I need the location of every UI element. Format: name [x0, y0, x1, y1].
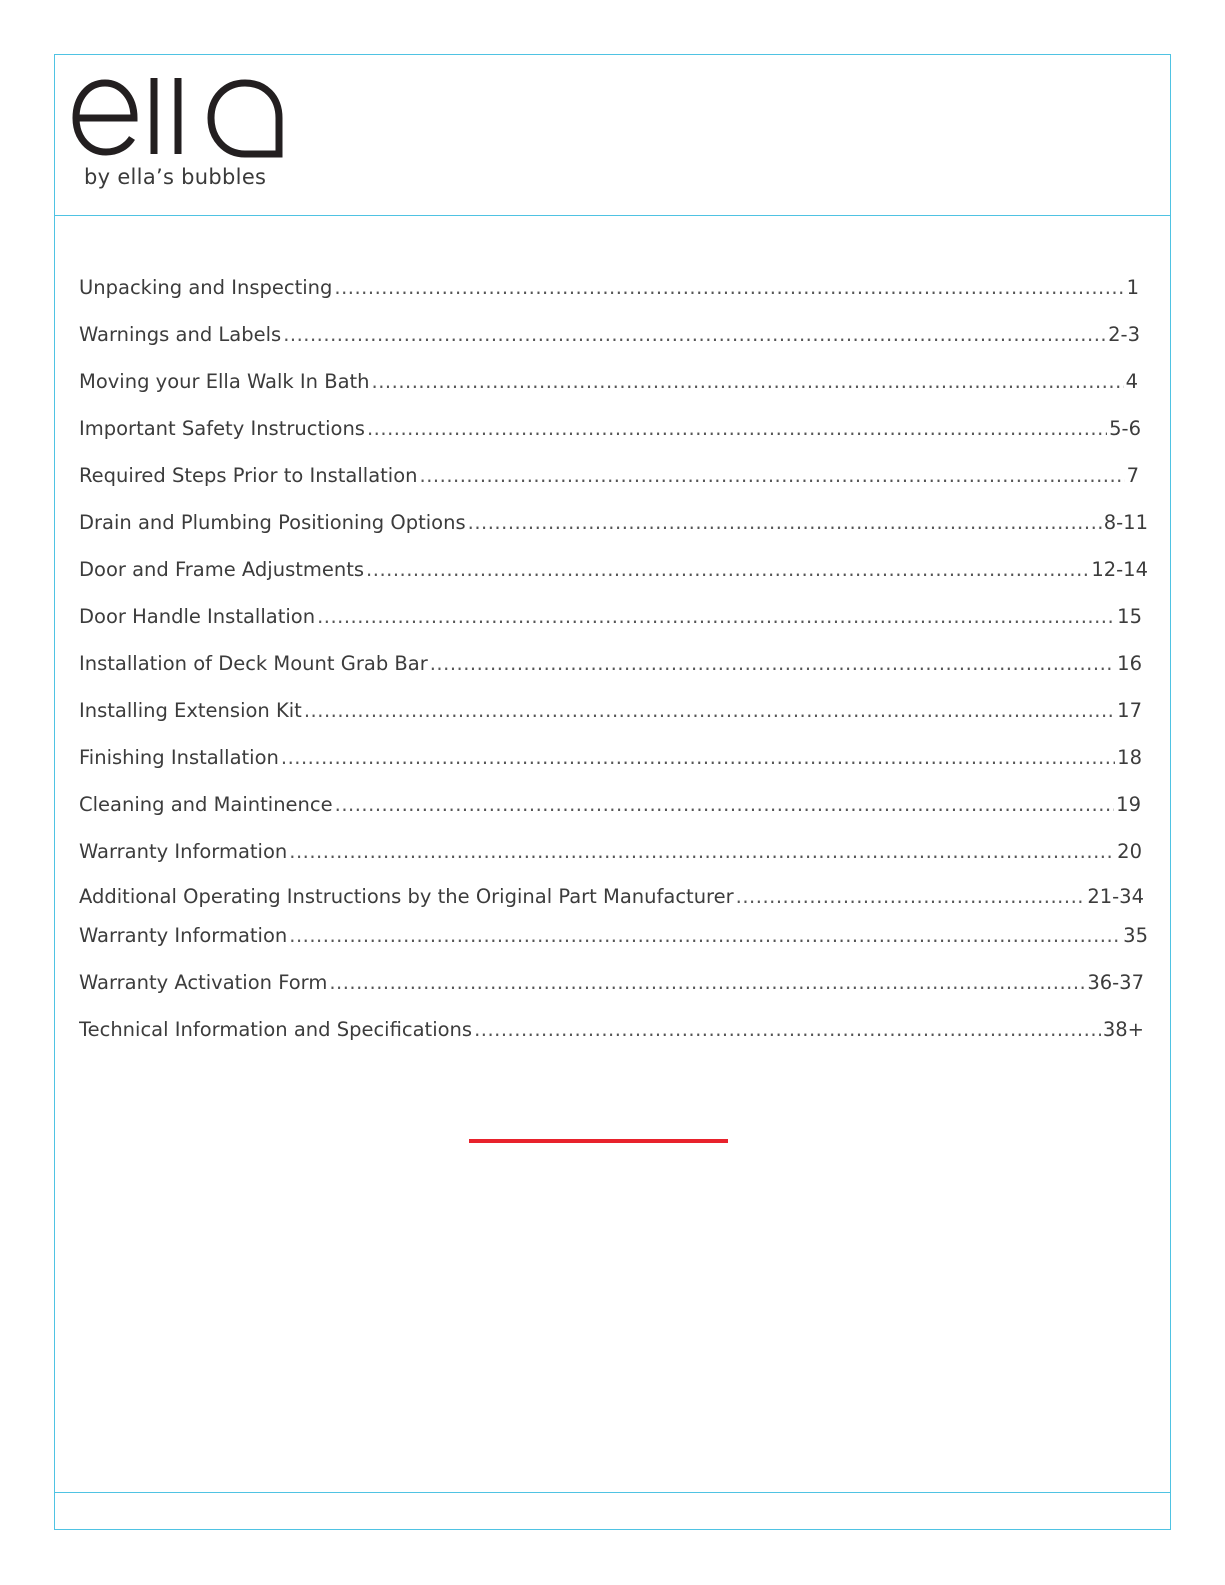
toc-entry-page: 18	[1117, 746, 1142, 769]
toc-dot-leader	[329, 971, 1085, 994]
toc-entry	[79, 840, 1142, 863]
toc-entry-page: 35	[1123, 924, 1148, 947]
toc-entry-title: Drain and Plumbing Positioning Options	[79, 511, 466, 534]
toc-entry-page: 17	[1117, 699, 1142, 722]
toc-entry-page: 16	[1117, 652, 1142, 675]
toc-entry	[79, 370, 1138, 393]
toc-entry-page: 2-3	[1108, 323, 1140, 346]
toc-entry	[79, 885, 1144, 908]
toc-dot-leader	[289, 924, 1121, 947]
toc-dot-leader	[334, 276, 1124, 299]
toc-entry-title: Cleaning and Maintinence	[79, 793, 333, 816]
toc-entry-page: 8-11	[1103, 511, 1148, 534]
toc-entry-title: Warnings and Labels	[79, 323, 282, 346]
toc-dot-leader	[317, 605, 1115, 628]
toc-entry	[79, 276, 1139, 299]
toc-entry-title: Warranty Activation Form	[79, 971, 328, 994]
brand-tagline: by ella’s bubbles	[84, 165, 267, 189]
toc-entry	[79, 417, 1141, 440]
toc-dot-leader	[335, 793, 1115, 816]
toc-entry-page: 4	[1125, 370, 1138, 393]
toc-dot-leader	[474, 1018, 1101, 1041]
toc-entry-page: 5-6	[1109, 417, 1141, 440]
toc-entry-title: Moving your Ella Walk In Bath	[79, 370, 370, 393]
toc-entry-title: Installation of Deck Mount Grab Bar	[79, 652, 428, 675]
toc-entry-page: 21-34	[1087, 885, 1144, 908]
toc-entry-title: Finishing Installation	[79, 746, 279, 769]
toc-dot-leader	[736, 885, 1086, 908]
toc-entry-page: 38+	[1102, 1018, 1144, 1041]
toc-entry-title: Door Handle Installation	[79, 605, 316, 628]
toc-dot-leader	[304, 699, 1115, 722]
toc-dot-leader	[281, 746, 1115, 769]
toc-dot-leader	[367, 417, 1107, 440]
toc-entry	[79, 699, 1142, 722]
toc-entry-page: 12-14	[1091, 558, 1148, 581]
toc-dot-leader	[468, 511, 1102, 534]
red-accent-rule	[469, 1139, 728, 1143]
toc-entry-title: Required Steps Prior to Installation	[79, 464, 418, 487]
toc-entry	[79, 605, 1142, 628]
toc-dot-leader	[420, 464, 1125, 487]
toc-entry-page: 36-37	[1087, 971, 1144, 994]
toc-dot-leader	[289, 840, 1115, 863]
toc-dot-leader	[283, 323, 1106, 346]
footer-divider	[54, 1492, 1171, 1493]
toc-dot-leader	[372, 370, 1124, 393]
toc-entry-title: Door and Frame Adjustments	[79, 558, 365, 581]
toc-entry-title: Unpacking and Inspecting	[79, 276, 333, 299]
toc-dot-leader	[366, 558, 1089, 581]
toc-entry	[79, 793, 1141, 816]
toc-entry	[79, 464, 1139, 487]
header-divider	[54, 215, 1171, 216]
toc-entry-title: Warranty Information	[79, 924, 288, 947]
toc-entry-title: Warranty Information	[79, 840, 288, 863]
toc-entry-page: 7	[1126, 464, 1139, 487]
toc-entry	[79, 971, 1144, 994]
toc-entry-page: 15	[1117, 605, 1142, 628]
toc-entry-title: Technical Information and Specifications	[79, 1018, 473, 1041]
toc-entry	[79, 1018, 1144, 1041]
ella-logo	[72, 72, 287, 162]
toc-entry	[79, 323, 1140, 346]
toc-dot-leader	[430, 652, 1115, 675]
toc-entry	[79, 652, 1142, 675]
toc-entry	[79, 558, 1148, 581]
toc-entry-title: Additional Operating Instructions by the Original Part Manufacturer	[79, 885, 734, 908]
toc-entry-page: 1	[1126, 276, 1139, 299]
toc-entry	[79, 924, 1148, 947]
toc-entry-title: Important Safety Instructions	[79, 417, 365, 440]
toc-entry-title: Installing Extension Kit	[79, 699, 302, 722]
toc-entry-page: 20	[1117, 840, 1142, 863]
toc-entry-page: 19	[1116, 793, 1141, 816]
toc-entry	[79, 746, 1142, 769]
toc-entry	[79, 511, 1148, 534]
